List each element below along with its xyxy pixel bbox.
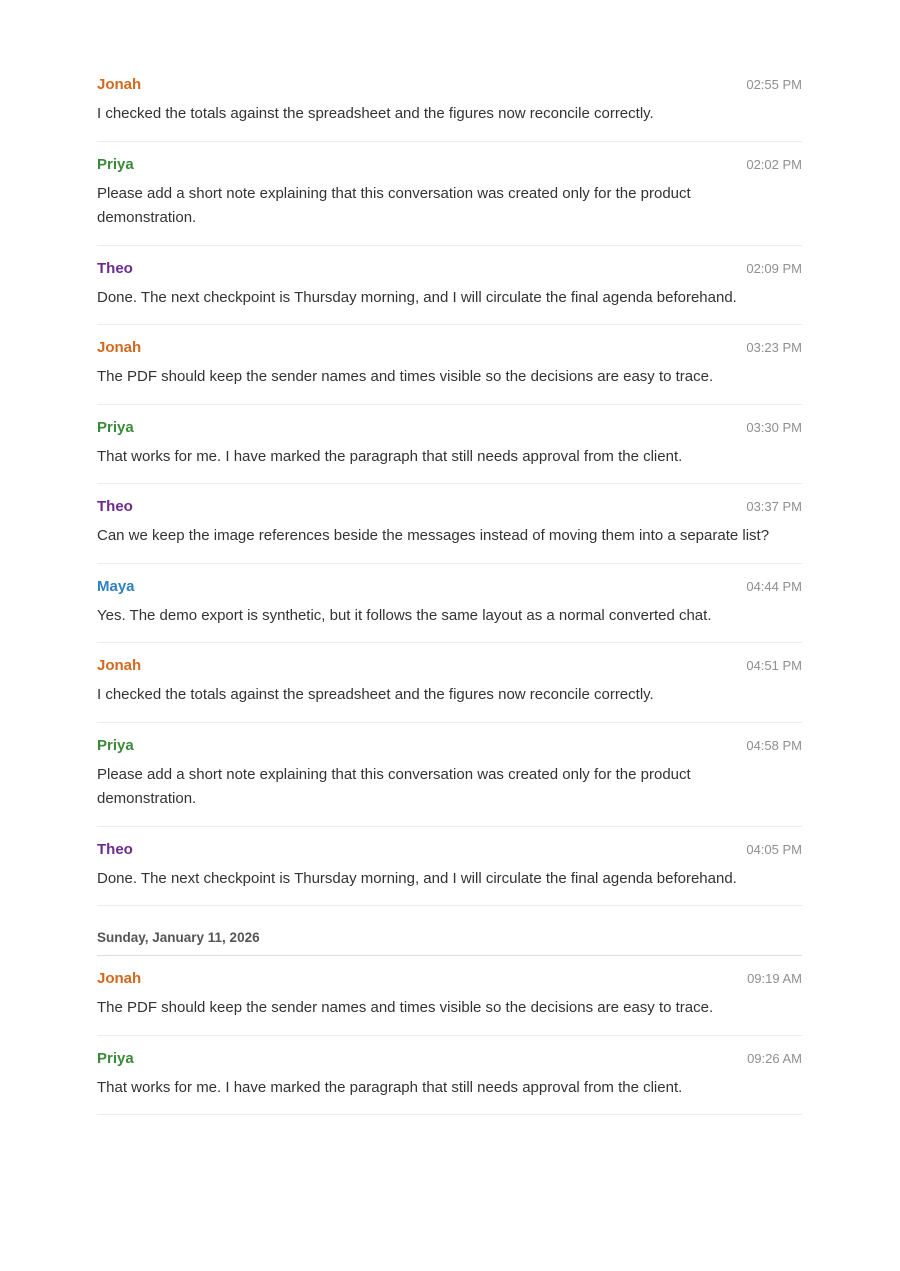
message-item — [97, 643, 802, 723]
sender-name: Jonah — [97, 76, 142, 93]
message-item — [97, 142, 802, 246]
message-header — [97, 339, 802, 361]
message-timestamp: 03:37 PM — [746, 499, 802, 514]
sender-name: Priya — [97, 155, 134, 173]
message-timestamp: 09:26 AM — [747, 1050, 802, 1066]
message-header — [97, 419, 802, 441]
message-header — [97, 1050, 802, 1072]
message-item — [97, 723, 802, 827]
message-text: The PDF should keep the sender names and times visible so the decisions are easy to trace. — [97, 999, 714, 1016]
message-text: Can we keep the image references beside the messages instead of moving them into a separate list? — [97, 527, 770, 544]
message-item — [97, 325, 802, 405]
sender-name: Jonah — [97, 339, 142, 356]
message-timestamp: 02:09 PM — [746, 260, 802, 276]
message-timestamp: 03:23 PM — [746, 340, 802, 355]
message-text: Please add a short note explaining that this conversation was created only for the product demonstration. — [97, 765, 691, 807]
sender-name: Maya — [97, 577, 135, 595]
message-timestamp: 04:58 PM — [746, 737, 802, 753]
message-text: Done. The next checkpoint is Thursday morning, and I will circulate the final agenda beforehand. — [97, 869, 737, 887]
date-separator: Sunday, January 11, 2026 — [97, 930, 802, 956]
message-group-day2 — [97, 956, 802, 1115]
sender-name: Priya — [97, 1049, 134, 1067]
message-group-day1 — [97, 62, 802, 906]
message-timestamp: 04:44 PM — [746, 578, 802, 594]
message-header — [97, 156, 802, 178]
sender-name: Priya — [97, 736, 134, 754]
message-item — [97, 246, 802, 326]
message-timestamp: 09:19 AM — [747, 971, 802, 986]
chat-transcript — [97, 62, 802, 1115]
message-header — [97, 737, 802, 759]
message-item — [97, 405, 802, 485]
message-item — [97, 484, 802, 564]
message-item — [97, 956, 802, 1036]
message-header — [97, 578, 802, 600]
message-header — [97, 76, 802, 98]
message-item — [97, 1036, 802, 1116]
message-text: I checked the totals against the spreadsheet and the figures now reconcile correctly. — [97, 105, 654, 122]
message-timestamp: 03:30 PM — [746, 419, 802, 435]
message-timestamp: 04:51 PM — [746, 658, 802, 673]
sender-name: Theo — [97, 259, 133, 277]
message-item — [97, 564, 802, 644]
message-text: Yes. The demo export is synthetic, but it follows the same layout as a normal converted chat. — [97, 606, 712, 624]
sender-name: Priya — [97, 418, 134, 436]
message-header — [97, 841, 802, 863]
message-header — [97, 260, 802, 282]
sender-name: Jonah — [97, 970, 142, 987]
sender-name: Jonah — [97, 657, 142, 674]
message-item — [97, 827, 802, 907]
message-item — [97, 62, 802, 142]
message-timestamp: 04:05 PM — [746, 841, 802, 857]
message-header — [97, 970, 802, 992]
message-header — [97, 498, 802, 520]
message-text: Done. The next checkpoint is Thursday morning, and I will circulate the final agenda beforehand. — [97, 288, 737, 306]
message-text: That works for me. I have marked the paragraph that still needs approval from the client. — [97, 447, 683, 465]
message-text: That works for me. I have marked the paragraph that still needs approval from the client. — [97, 1078, 683, 1096]
message-text: I checked the totals against the spreadsheet and the figures now reconcile correctly. — [97, 686, 654, 703]
message-text: The PDF should keep the sender names and times visible so the decisions are easy to trace. — [97, 368, 714, 385]
message-text: Please add a short note explaining that this conversation was created only for the product demonstration. — [97, 184, 691, 226]
sender-name: Theo — [97, 498, 133, 515]
sender-name: Theo — [97, 840, 133, 858]
message-header — [97, 657, 802, 679]
message-timestamp: 02:55 PM — [746, 77, 802, 92]
message-timestamp: 02:02 PM — [746, 156, 802, 172]
